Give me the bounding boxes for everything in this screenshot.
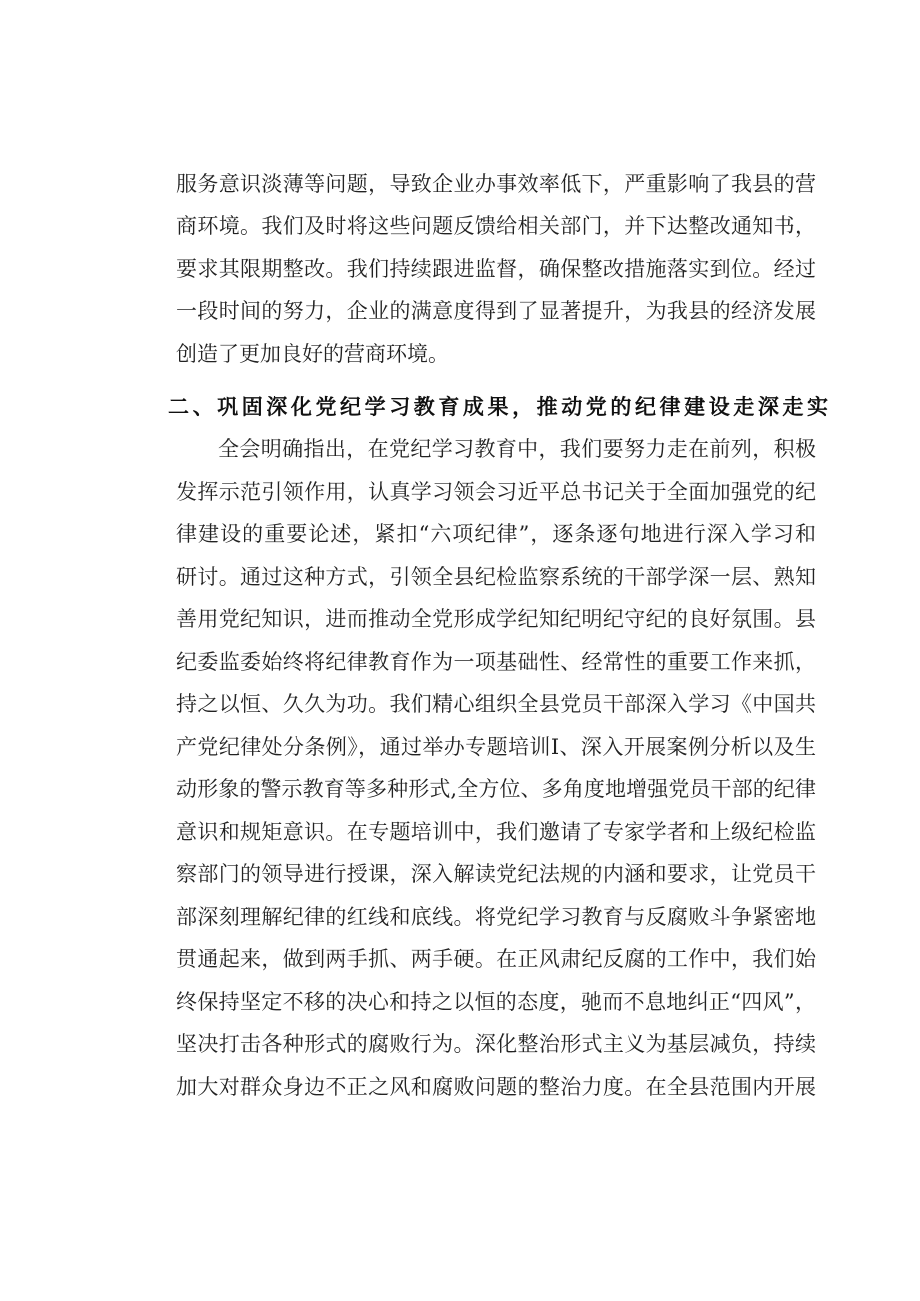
paragraph-1-line-4: 一段时间的努力，企业的满意度得到了显著提升，为我县的经济发展 (176, 299, 816, 323)
paragraph-2-line-2: 发挥示范引领作用，认真学习领会习近平总书记关于全面加强党的纪 (176, 480, 816, 504)
paragraph-2-line-12: 部深刻理解纪律的红线和底线。将党纪学习教育与反腐败斗争紧密地 (176, 905, 816, 929)
paragraph-2-line-14: 终保持坚定不移的决心和持之以恒的态度，驰而不息地纠正“四风”， (176, 990, 816, 1014)
paragraph-2-line-3: 律建设的重要论述，紧扣“六项纪律”，逐条逐句地进行深入学习和 (176, 522, 816, 546)
paragraph-2-line-10: 意识和规矩意识。在专题培训中，我们邀请了专家学者和上级纪检监 (176, 820, 816, 844)
paragraph-2-line-15: 坚决打击各种形式的腐败行为。深化整治形式主义为基层减负，持续 (176, 1032, 816, 1056)
paragraph-2-line-16: 加大对群众身边不正之风和腐败问题的整治力度。在全县范围内开展 (176, 1075, 816, 1099)
paragraph-2-line-4: 研讨。通过这种方式，引领全县纪检监察系统的干部学深一层、熟知 (176, 565, 816, 589)
section-heading-2: 二、巩固深化党纪学习教育成果，推动党的纪律建设走深走实 (168, 395, 828, 419)
paragraph-1-line-1: 服务意识淡薄等问题，导致企业办事效率低下，严重影响了我县的营 (176, 172, 816, 196)
paragraph-2-line-1: 全会明确指出，在党纪学习教育中，我们要努力走在前列，积极 (218, 437, 816, 461)
paragraph-1-line-2: 商环境。我们及时将这些问题反馈给相关部门，并下达整改通知书， (176, 214, 816, 238)
paragraph-2-line-13: 贯通起来，做到两手抓、两手硬。在正风肃纪反腐的工作中，我们始 (176, 947, 816, 971)
paragraph-2-line-11: 察部门的领导进行授课，深入解读党纪法规的内涵和要求，让党员干 (176, 862, 816, 886)
paragraph-2-line-6: 纪委监委始终将纪律教育作为一项基础性、经常性的重要工作来抓， (176, 650, 816, 674)
paragraph-1-line-3: 要求其限期整改。我们持续跟进监督，确保整改措施落实到位。经过 (176, 257, 816, 281)
paragraph-2-line-7: 持之以恒、久久为功。我们精心组织全县党员干部深入学习《中国共 (176, 692, 816, 716)
paragraph-2-line-8: 产党纪律处分条例》，通过举办专题培训I、深入开展案例分析以及生 (176, 735, 816, 759)
paragraph-2-line-5: 善用党纪知识，进而推动全党形成学纪知纪明纪守纪的良好氛围。县 (176, 607, 816, 631)
paragraph-1-line-5: 创造了更加良好的营商环境。 (176, 342, 449, 366)
paragraph-2-line-9: 动形象的警示教育等多种形式,全方位、多角度地增强党员干部的纪律 (176, 777, 816, 801)
